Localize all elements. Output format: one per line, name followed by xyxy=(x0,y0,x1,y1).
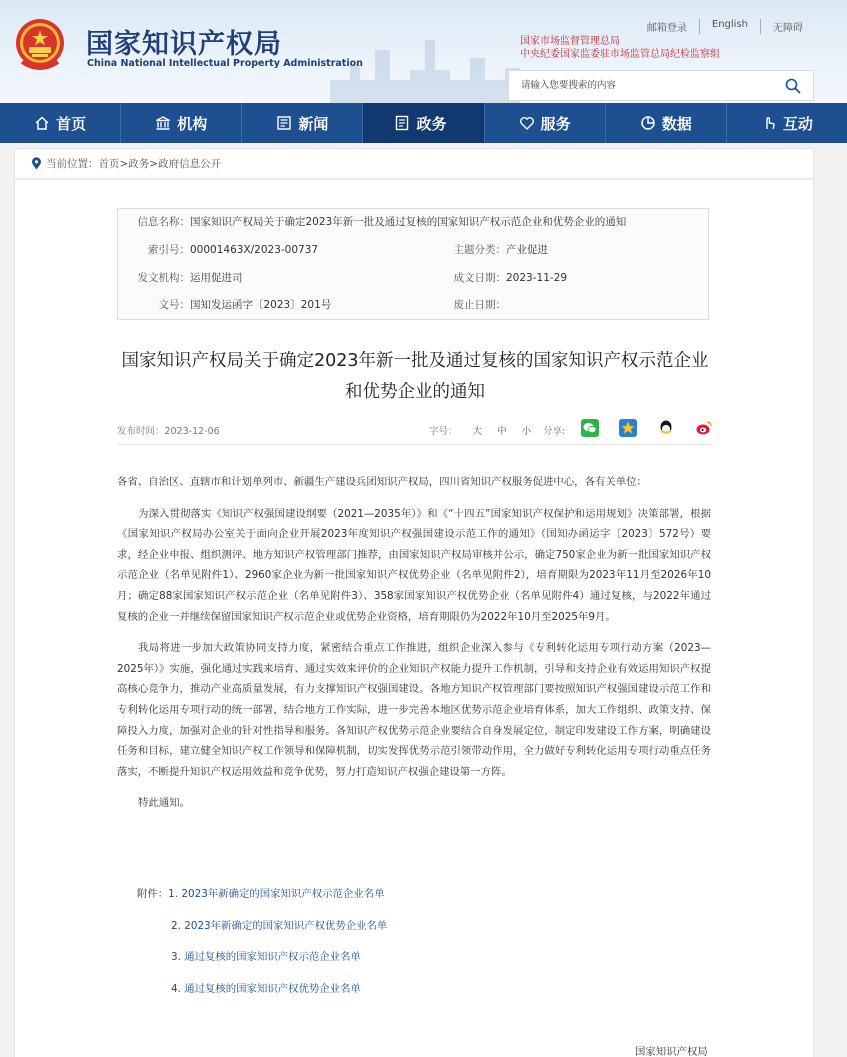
doc-number-label: 文号： xyxy=(158,299,190,311)
site-title-english: China National Intellectual Property Administration xyxy=(87,58,363,69)
publish-date: 发布时间：2023-12-06 xyxy=(117,426,220,437)
nav-data-label: 数据 xyxy=(661,114,692,133)
info-name-value: 国家知识产权局关于确定2023年新一批及通过复核的国家知识产权示范企业和优势企业的通知 xyxy=(190,216,627,228)
qzone-share-icon[interactable] xyxy=(619,419,637,437)
created-date-label: 成文日期： xyxy=(453,272,506,284)
news-icon xyxy=(276,115,292,131)
nav-interaction[interactable] xyxy=(727,103,847,143)
national-emblem-icon[interactable] xyxy=(14,16,66,72)
meta-divider xyxy=(117,444,711,445)
paragraph-1: 为深入贯彻落实《知识产权强国建设纲要（2021—2035年）》和《“十四五”国家知识产权保护和运用规划》决策部署，根据《国家知识产权局办公室关于面向企业开展2023年度知识产权强国建设示范工作的通知》（国知办函运字〔2023〕572号）要求，经企业申报、组织测评、地方知识产权管理部门推荐，由国家知识产权局审核并公示，确定750家企业为新一批国家知识产权示范企业（名单见附件1）、2960家企业为新一批国家知识产权优势企业（名单见附件2），培育期限为2023年11月至2026年10月；确定88家国家知识产权示范企业（名单见附件3）、358家国家知识产权优势企业（名单见附件4）通过复核，与2022年通过复核的企业一并继续保留国家知识产权示范企业或优势企业资格，培育期限仍为2022年10月至2025年9月。 xyxy=(117,507,711,623)
attachment-link-2[interactable]: 2. 2023年新确定的国家知识产权优势企业名单 xyxy=(171,919,388,932)
issuer-value: 运用促进司 xyxy=(190,272,243,284)
index-value: 00001463X/2023-00737 xyxy=(190,244,319,256)
article-meta xyxy=(117,420,711,440)
nav-services-label: 服务 xyxy=(540,114,571,133)
service-icon xyxy=(519,115,535,131)
data-chart-icon xyxy=(640,115,656,131)
info-metadata-table xyxy=(117,208,709,320)
breadcrumb xyxy=(14,148,814,179)
attachment-link-3[interactable]: 3. 通过复核的国家知识产权示范企业名单 xyxy=(171,951,361,964)
search-box xyxy=(508,70,814,101)
font-size-medium[interactable]: 中 xyxy=(497,426,507,437)
article-title-line2: 和优势企业的通知 xyxy=(345,382,485,402)
search-input[interactable] xyxy=(509,71,769,100)
nav-home[interactable] xyxy=(0,103,121,143)
home-icon xyxy=(34,115,50,131)
weibo-share-icon[interactable] xyxy=(695,419,713,437)
mail-login-link[interactable]: 邮箱登录 xyxy=(646,23,687,34)
share-label: 分享: xyxy=(543,426,566,437)
top-links xyxy=(635,19,815,34)
issuer-label: 发文机构： xyxy=(137,272,190,284)
breadcrumb-prefix: 当前位置： xyxy=(46,158,99,170)
nav-government-affairs[interactable] xyxy=(363,103,484,143)
nav-data[interactable] xyxy=(606,103,727,143)
info-name-label: 信息名称： xyxy=(137,216,190,228)
nav-news-label: 新闻 xyxy=(298,114,329,133)
nav-institutions[interactable] xyxy=(121,103,242,143)
wechat-share-icon[interactable] xyxy=(581,419,599,437)
institution-icon xyxy=(155,115,171,131)
attachments xyxy=(137,884,387,1011)
index-label: 索引号： xyxy=(148,244,190,256)
nav-services[interactable] xyxy=(485,103,606,143)
parent-organizations xyxy=(520,35,720,61)
nav-government-affairs-label: 政务 xyxy=(416,114,447,133)
abolish-date-label: 废止日期： xyxy=(453,299,506,311)
site-header xyxy=(0,0,847,103)
category-label: 主题分类： xyxy=(453,244,506,256)
org-samr-link[interactable]: 国家市场监督管理总局 xyxy=(520,36,620,47)
attachment-link-1[interactable]: 1. 2023年新确定的国家知识产权示范企业名单 xyxy=(168,888,385,900)
nav-home-label: 首页 xyxy=(56,114,87,133)
article-title-line1: 国家知识产权局关于确定2023年新一批及通过复核的国家知识产权示范企业 xyxy=(121,351,709,371)
accessibility-link[interactable]: 无障碍 xyxy=(760,19,815,34)
nav-institutions-label: 机构 xyxy=(177,114,208,133)
font-size-controls xyxy=(429,423,543,437)
font-size-large[interactable]: 大 xyxy=(472,426,483,437)
org-discipline-link[interactable]: 中央纪委国家监委驻市场监管总局纪检监察组 xyxy=(520,49,720,60)
created-date-value: 2023-11-29 xyxy=(506,272,568,284)
addressee: 各省、自治区、直辖市和计划单列市、新疆生产建设兵团知识产权局，四川省知识产权服务促进中心，各有关单位： xyxy=(117,476,647,488)
category-value: 产业促进 xyxy=(506,244,548,256)
search-icon xyxy=(785,78,801,94)
search-button[interactable] xyxy=(773,71,813,100)
interaction-hand-icon xyxy=(761,115,777,131)
main-navigation xyxy=(0,103,847,143)
site-title[interactable]: 国家知识产权局 xyxy=(86,29,282,60)
article-body xyxy=(117,472,711,825)
attachment-link-4[interactable]: 4. 通过复核的国家知识产权优势企业名单 xyxy=(171,983,361,996)
signature: 国家知识产权局 xyxy=(635,1046,708,1057)
location-pin-icon xyxy=(31,157,42,170)
article-panel xyxy=(14,180,814,1057)
attachments-label: 附件： xyxy=(137,888,169,900)
doc-number-value: 国知发运函字〔2023〕201号 xyxy=(190,299,332,311)
english-link[interactable]: English xyxy=(699,19,760,34)
government-affairs-icon xyxy=(394,115,410,131)
font-size-small[interactable]: 小 xyxy=(521,426,532,437)
nav-interaction-label: 互动 xyxy=(782,114,813,133)
paragraph-2: 我局将进一步加大政策协同支持力度，紧密结合重点工作推进，组织企业深入参与《专利转化运用专项行动方案（2023—2025年）》实施，强化通过实践来培育、通过实效来评价的企业知识产权能力提升工作机制，引导和支持企业有效运用知识产权提高核心竞争力，推动产业高质量发展，有力支撑知识产权强国建设。各地方知识产权管理部门要按照知识产权强国建设示范工作和专利转化运用专项行动的统一部署，结合地方工作实际，进一步完善本地区优势示范企业培育体系，加大工作组织、政策支持、保障投入力度，加强对企业的针对性指导和服务。各知识产权优势示范企业要结合自身发展定位，制定印发建设工作方案，明确建设任务和目标，建立健全知识产权工作领导和保障机制，切实发挥优势示范引领带动作用，全力做好专利转化运用专项行动重点任务落实，不断提升知识产权运用效益和竞争优势，努力打造知识产权强企建设第一方阵。 xyxy=(117,642,711,778)
nav-news[interactable] xyxy=(242,103,363,143)
article-title xyxy=(115,346,715,408)
closing: 特此通知。 xyxy=(138,797,190,810)
qq-share-icon[interactable] xyxy=(657,419,675,437)
breadcrumb-path[interactable]: 首页>政务>政府信息公开 xyxy=(98,158,222,170)
font-size-label: 字号： xyxy=(429,426,458,437)
